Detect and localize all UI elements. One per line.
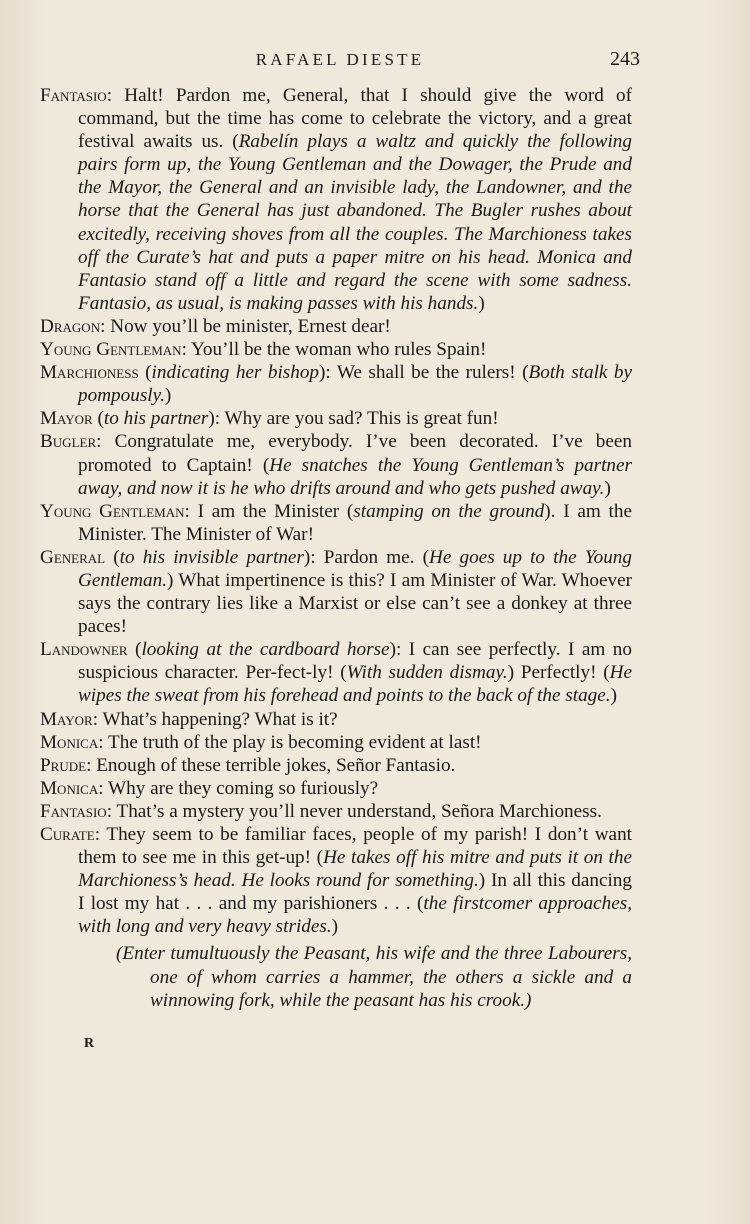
spoken-text: ) [478, 292, 485, 314]
spoken-text: : Halt! Pardon me, General, that I should give the word of command, but the time has come to celebrate the victory, and a great festival awaits us. ( [78, 85, 632, 153]
speaker-name: Young Gentleman [40, 500, 185, 522]
speaker-name: General [40, 546, 106, 568]
spoken-text: : They seem to be familiar faces, people of my parish! I don’t want them to see me in this get-up! ( [78, 824, 632, 869]
spoken-text: : Now you’ll be minister, Ernest dear! [100, 315, 391, 337]
spoken-text: ) [604, 477, 611, 499]
spoken-text: : You’ll be the woman who rules Spain! [181, 339, 487, 361]
spoken-text: ) [331, 916, 339, 938]
spoken-text: ). I am the Minister. The Minister of War! [78, 500, 632, 545]
speaker-name: Fantasio [40, 85, 107, 106]
dialogue-paragraph [40, 315, 632, 338]
speaker-name: Monica [40, 731, 99, 753]
speaker-name: Monica [40, 777, 99, 799]
speaker-name: Dragon [40, 315, 101, 337]
stage-direction-inline: Rabelín plays a waltz and quickly the following pairs form up, the Young Gentleman and the Dowager, the Prude and the Mayor, the General and an invisible lady, the Landowner, and the horse that the General has just abandoned. The Bugler rushes about excitedly, receiving shoves from all the couples. The Marchioness takes off the Curate’s hat and puts a paper mitre on his head. Monica and Fantasio stand off a little and regard the scene with some sadness. Fantasio, as usual, is making passes with his hands. [78, 131, 632, 314]
spoken-text: : Enough of these terrible jokes, Señor Fantasio. [86, 754, 456, 776]
stage-direction-inline: to his invisible partner [119, 546, 304, 568]
spoken-text: ): We shall be the rulers! ( [319, 362, 529, 384]
dialogue-paragraph [40, 708, 632, 731]
play-text [40, 84, 632, 1012]
spoken-text: ): I can see perfectly. I am no suspicious character. Per-fect-ly! ( [78, 639, 632, 684]
spoken-text: ): Why are you sad? This is great fun! [208, 408, 499, 430]
speaker-name: Young Gentleman [40, 339, 182, 361]
stage-direction-block: (Enter tumultuously the Peasant, his wife and the three Labourers, one of whom carries a hammer, the others a sickle and a winnowing fork, while the peasant has his crook.) [116, 943, 632, 1011]
speaker-name: Prude [40, 754, 87, 776]
dialogue-paragraph [40, 338, 632, 361]
dialogue-paragraph [40, 777, 632, 800]
dialogue-paragraph [40, 823, 632, 938]
stage-direction-inline: to his partner [103, 408, 209, 430]
spoken-text: : I am the Minister ( [184, 500, 354, 522]
spoken-text: ) Perfectly! ( [507, 662, 610, 684]
stage-direction-inline: He goes up to the Young Gentleman. [78, 546, 632, 591]
dialogue-paragraph [40, 500, 632, 546]
stage-direction-inline: With sudden dismay. [346, 662, 508, 684]
dialogue-paragraph [40, 638, 632, 707]
speaker-name: Mayor [40, 708, 93, 730]
dialogue-paragraph [40, 407, 632, 430]
speaker-name: Curate [40, 824, 95, 845]
spoken-text: : What’s happening? What is it? [92, 708, 338, 730]
stage-direction-inline: He snatches the Young Gentleman’s partner away, and now it is he who drifts around and who gets pushed away. [78, 454, 633, 499]
stage-direction-inline: He wipes the sweat from his forehead and points to the back of the stage. [78, 662, 632, 707]
stage-direction-inline: He takes off his mitre and puts it on the Marchioness’s head. He looks round for something. [78, 847, 632, 892]
spoken-text: : Why are they coming so furiously? [98, 777, 379, 799]
signature-mark: R [84, 1036, 96, 1051]
spoken-text: ) [164, 385, 172, 407]
stage-direction-inline: Both stalk by pompously. [78, 362, 633, 407]
spoken-text: ) In all this dancing I lost my hat . . . and my parishioners . . . ( [78, 870, 632, 915]
spoken-text: : The truth of the play is becoming evident at last! [98, 731, 482, 753]
dialogue-paragraph [40, 731, 632, 754]
dialogue-paragraph [40, 84, 632, 315]
stage-direction-inline: looking at the cardboard horse [141, 639, 390, 661]
dialogue-paragraph [40, 754, 632, 777]
stage-direction-inline: indicating her bishop [151, 362, 320, 384]
stage-direction-inline: the firstcomer approaches, with long and very heavy strides. [78, 893, 632, 938]
dialogue-paragraph [40, 361, 632, 407]
spoken-text: ): Pardon me. ( [303, 546, 429, 568]
spoken-text: ( [138, 362, 152, 384]
speaker-name: Bugler [40, 431, 97, 453]
speaker-name: Fantasio [40, 800, 107, 822]
spoken-text: ( [105, 546, 120, 568]
spoken-text: ) [610, 685, 617, 707]
spoken-text: ( [127, 639, 142, 661]
speaker-name: Marchioness [40, 362, 139, 384]
dialogue-paragraph [40, 800, 632, 823]
running-head [40, 48, 640, 78]
speaker-name: Mayor [40, 408, 93, 430]
speaker-name: Landowner [40, 639, 128, 661]
stage-direction-inline: stamping on the ground [353, 500, 545, 522]
spoken-text: ( [92, 408, 104, 430]
spoken-text: : That’s a mystery you’ll never understand, Señora Marchioness. [106, 800, 602, 822]
spoken-text: ) What impertinence is this? I am Minister of War. Whoever says the contrary lies like a Marxist or else can’t see a donkey at three paces! [78, 569, 632, 638]
spoken-text: : Congratulate me, everybody. I’ve been decorated. I’ve been promoted to Captain! ( [78, 431, 632, 476]
dialogue-paragraph [40, 546, 632, 638]
dialogue-paragraph [40, 430, 632, 499]
running-title: RAFAEL DIESTE [255, 50, 425, 69]
page-number: 243 [610, 48, 640, 70]
